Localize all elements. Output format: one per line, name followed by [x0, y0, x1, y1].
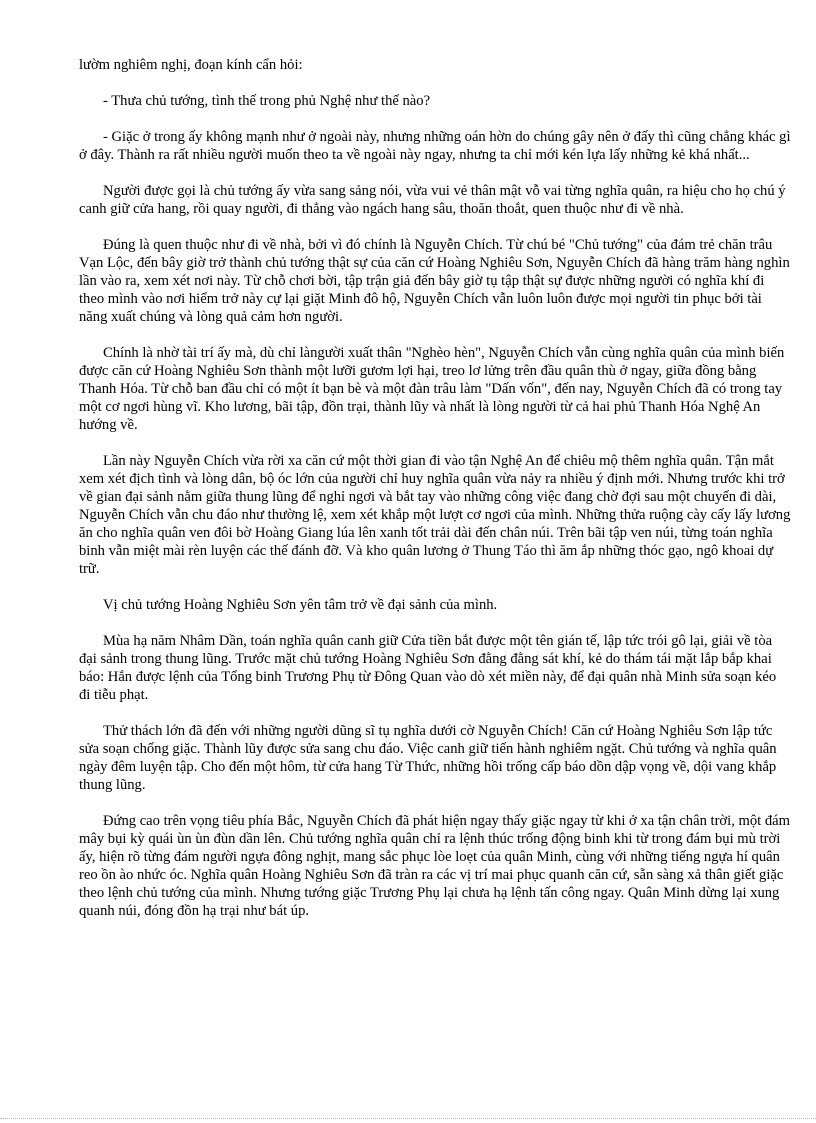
paragraph-10: Thử thách lớn đã đến với những người dũng sĩ tụ nghĩa dưới cờ Nguyễn Chích! Căn cứ Hoàng Nghiêu Sơn lập tức sửa soạn chống giặc. Thành lũy được sửa sang chu đáo. Việc canh giữ tiến hành nghiêm ngặt. Chủ tướng và nghĩa quân ngày đêm luyện tập. Cho đến một hôm, từ cửa hang Từ Thức, những hồi trống cấp báo dồn dập vọng về, dội vang khắp thung lũng. — [79, 723, 777, 793]
paragraph-3: - Giặc ở trong ấy không mạnh như ở ngoài này, nhưng những oán hờn do chúng gây nên ở đấy thì cũng chẳng khác gì ở đây. Thành ra rất nhiều người muốn theo ta về ngoài này ngay, nhưng ta chỉ mới kén lựa lấy những kẻ khá nhất... — [79, 129, 791, 163]
paragraph-9: Mùa hạ năm Nhâm Dần, toán nghĩa quân canh giữ Cửa tiền bắt được một tên gián tế, lập tức trói gô lại, giải về tòa đại sảnh trong thung lũng. Trước mặt chủ tướng Hoàng Nghiêu Sơn đằng đằng sát khí, kẻ do thám tái mặt lắp bắp khai báo: Hắn được lệnh của Tổng binh Trương Phụ từ Đông Quan vào dò xét miền này, để đại quân nhà Minh sửa soạn kéo đi tiễu phạt. — [79, 633, 777, 703]
paragraph-2: - Thưa chủ tướng, tình thế trong phủ Nghệ như thế nào? — [103, 93, 431, 109]
paragraph-5: Đúng là quen thuộc như đi về nhà, bởi vì đó chính là Nguyễn Chích. Từ chú bé "Chủ tướng" của đám trẻ chăn trâu Vạn Lộc, đến bây giờ trở thành chủ tướng thật sự của căn cứ Hoàng Nghiêu Sơn, Nguyễn Chích đã hàng trăm hàng nghìn lần vào ra, xem xét nơi này. Từ chỗ chơi bời, tập trận giả đến bây giờ tụ tập thật sự được những người có nghĩa khí đi theo mình vào nơi hiểm trở này cự lại giặt Minh đô hộ, Nguyễn Chích vẫn luôn luôn được mọi người tin phục bởi tài năng xuất chúng và lòng quả cảm hơn người. — [79, 237, 790, 325]
paragraph-1: lườm nghiêm nghị, đoạn kính cẩn hỏi: — [79, 57, 303, 73]
paragraph-4: Người được gọi là chủ tướng ấy vừa sang sảng nói, vừa vui vẻ thân mật vỗ vai từng nghĩa quân, ra hiệu cho họ chú ý canh giữ cửa hang, rồi quay người, đi thẳng vào ngách hang sâu, thoăn thoắt, quen thuộc như đi về nhà. — [79, 183, 786, 217]
paragraph-11: Đứng cao trên vọng tiêu phía Bắc, Nguyễn Chích đã phát hiện ngay thấy giặc ngay từ khi ở xa tận chân trời, một đám mây bụi kỳ quái ùn ùn đùn dần lên. Chủ tướng nghĩa quân chỉ ra lệnh thúc trống động binh khi từ trong đám bụi mù trời ấy, hiện rõ từng đám người ngựa đông nghịt, mang sắc phục lòe loẹt của quân Minh, cùng với những tiếng ngựa hí quân reo ồn ào nhức óc. Nghĩa quân Hoàng Nghiêu Sơn đã tràn ra các vị trí mai phục quanh căn cứ, sẵn sàng xả thân giết giặc theo lệnh chủ tướng của mình. Nhưng tướng giặc Trương Phụ lại chưa hạ lệnh tấn công ngay. Quân Minh dừng lại xung quanh núi, đóng đồn hạ trại như bát úp. — [79, 813, 790, 919]
paragraph-6: Chính là nhờ tài trí ấy mà, dù chỉ làngười xuất thân "Nghèo hèn", Nguyễn Chích vẫn cùng nghĩa quân của mình biến được căn cứ Hoàng Nghiêu Sơn thành một lưỡi gươm lợi hại, treo lơ lửng trên đầu quân thù ở ngay, giữa đồng bằng Thanh Hóa. Từ chỗ ban đầu chỉ có một ít bạn bè và một đàn trâu làm "Dấn vốn", đến nay, Nguyễn Chích đã có trong tay một cơ ngơi hùng vĩ. Kho lương, bãi tập, đồn trại, thành lũy và nhất là lòng người từ cả hai phủ Thanh Hóa Nghệ An hướng về. — [79, 345, 785, 433]
paragraph-7: Lần này Nguyễn Chích vừa rời xa căn cứ một thời gian đi vào tận Nghệ An để chiêu mộ thêm nghĩa quân. Tận mắt xem xét địch tình và lòng dân, bộ óc lớn của người chỉ huy nghĩa quân vừa nảy ra nhiều ý định mới. Nhưng trước khi trở về gian đại sảnh nằm giữa thung lũng để nghỉ ngơi và bắt tay vào những công việc đang chờ đợi sau một chuyến đi dài, Nguyễn Chích vẫn chu đáo như thường lệ, xem xét khắp một lượt cơ ngơi của mình. Những thửa ruộng cày cấy lấy lương ăn cho nghĩa quân ven đôi bờ Hoàng Giang lúa lên xanh tốt trải dài đến chân núi. Trên bãi tập ven núi, từng toán nghĩa binh vẫn miệt mài rèn luyện các thế đánh đỡ. Và kho quân lương ở Thung Táo thì ăm ắp những thóc gạo, ngô khoai dự trữ. — [79, 453, 791, 577]
document-page — [79, 56, 791, 938]
paragraph-8: Vị chủ tướng Hoàng Nghiêu Sơn yên tâm trở về đại sảnh của mình. — [103, 597, 498, 613]
page-bottom-divider — [0, 1118, 816, 1119]
